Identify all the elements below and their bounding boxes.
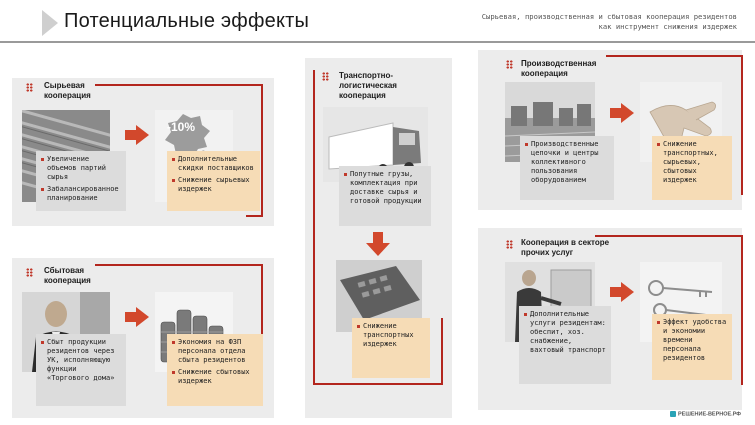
panel-title: Кооперация в секторе прочих услуг bbox=[521, 238, 610, 257]
list-item: Снижение транспортных, сырьевых, сбытовых издержек bbox=[657, 140, 728, 185]
site-logo: РЕШЕНИЕ-ВЕРНОЕ.РФ bbox=[670, 411, 741, 417]
list-item: Снижение сбытовых издержек bbox=[172, 368, 259, 386]
accent-line bbox=[313, 70, 315, 384]
accent-line bbox=[441, 318, 443, 385]
accent-line bbox=[741, 235, 743, 385]
discount-badge: -10% bbox=[167, 120, 196, 134]
dots-icon bbox=[26, 268, 33, 277]
transport-causes-box bbox=[339, 166, 431, 226]
accent-line bbox=[741, 55, 743, 195]
list-item: Снижение транспортных издержек bbox=[357, 322, 426, 349]
production-causes-box bbox=[520, 136, 614, 200]
dots-icon bbox=[26, 83, 33, 92]
page-title: Потенциальные эффекты bbox=[64, 10, 310, 32]
header-arrow-icon bbox=[42, 10, 58, 36]
production-effects-box bbox=[652, 136, 732, 200]
list-item: Забалансированное планирование bbox=[41, 185, 122, 203]
arrow-right-icon bbox=[136, 307, 149, 327]
list-item: Снижение сырьевых издержек bbox=[172, 176, 256, 194]
accent-line bbox=[246, 215, 263, 217]
panel-title: Сбытовая кооперация bbox=[44, 266, 91, 285]
arrow-right-icon bbox=[621, 103, 634, 123]
panel-title: Транспортно- логистическая кооперация bbox=[339, 71, 397, 100]
panel-title: Сырьевая кооперация bbox=[44, 81, 91, 100]
raw-effects-box bbox=[167, 151, 260, 211]
list-item: Попутные грузы, комплектация при доставке сырья и готовой продукции bbox=[344, 170, 427, 206]
list-item: Эффект удобства и экономии времени персонала резидентов bbox=[657, 318, 728, 363]
sales-causes-box bbox=[36, 334, 126, 406]
list-item: Увеличение объемов партий сырья bbox=[41, 155, 122, 182]
arrow-right-icon bbox=[621, 282, 634, 302]
list-item: Сбыт продукции резидентов через УК, исполняющую функции «Торгового дома» bbox=[41, 338, 122, 383]
services-causes-box bbox=[519, 306, 611, 384]
dots-icon bbox=[322, 72, 329, 81]
dots-icon bbox=[506, 60, 513, 69]
list-item: Дополнительные скидки поставщиков bbox=[172, 155, 256, 173]
list-item: Дополнительные услуги резидентам: обеспит, хоз. снабжение, вахтовый транспорт bbox=[524, 310, 607, 355]
logo-icon bbox=[670, 411, 676, 417]
accent-line bbox=[95, 84, 263, 86]
arrow-down-icon bbox=[366, 243, 390, 256]
sales-effects-box bbox=[167, 334, 263, 406]
accent-line bbox=[606, 55, 743, 57]
accent-line bbox=[95, 264, 263, 266]
raw-causes-box bbox=[36, 151, 126, 211]
transport-effects-box bbox=[352, 318, 430, 378]
page-subtitle: Сырьевая, производственная и сбытовая кооперация резидентов как инструмент снижения издержек bbox=[481, 12, 737, 31]
accent-line bbox=[313, 383, 443, 385]
dots-icon bbox=[506, 240, 513, 249]
header-divider bbox=[0, 41, 755, 43]
accent-line bbox=[261, 84, 263, 216]
list-item: Производственные цепочки и центры коллективного пользования оборудованием bbox=[525, 140, 610, 185]
list-item: Экономия на ФЗП персонала отдела сбыта резидентов bbox=[172, 338, 259, 365]
panel-title: Производственная кооперация bbox=[521, 59, 597, 78]
arrow-right-icon bbox=[136, 125, 149, 145]
accent-line bbox=[595, 235, 743, 237]
services-effects-box bbox=[652, 314, 732, 380]
